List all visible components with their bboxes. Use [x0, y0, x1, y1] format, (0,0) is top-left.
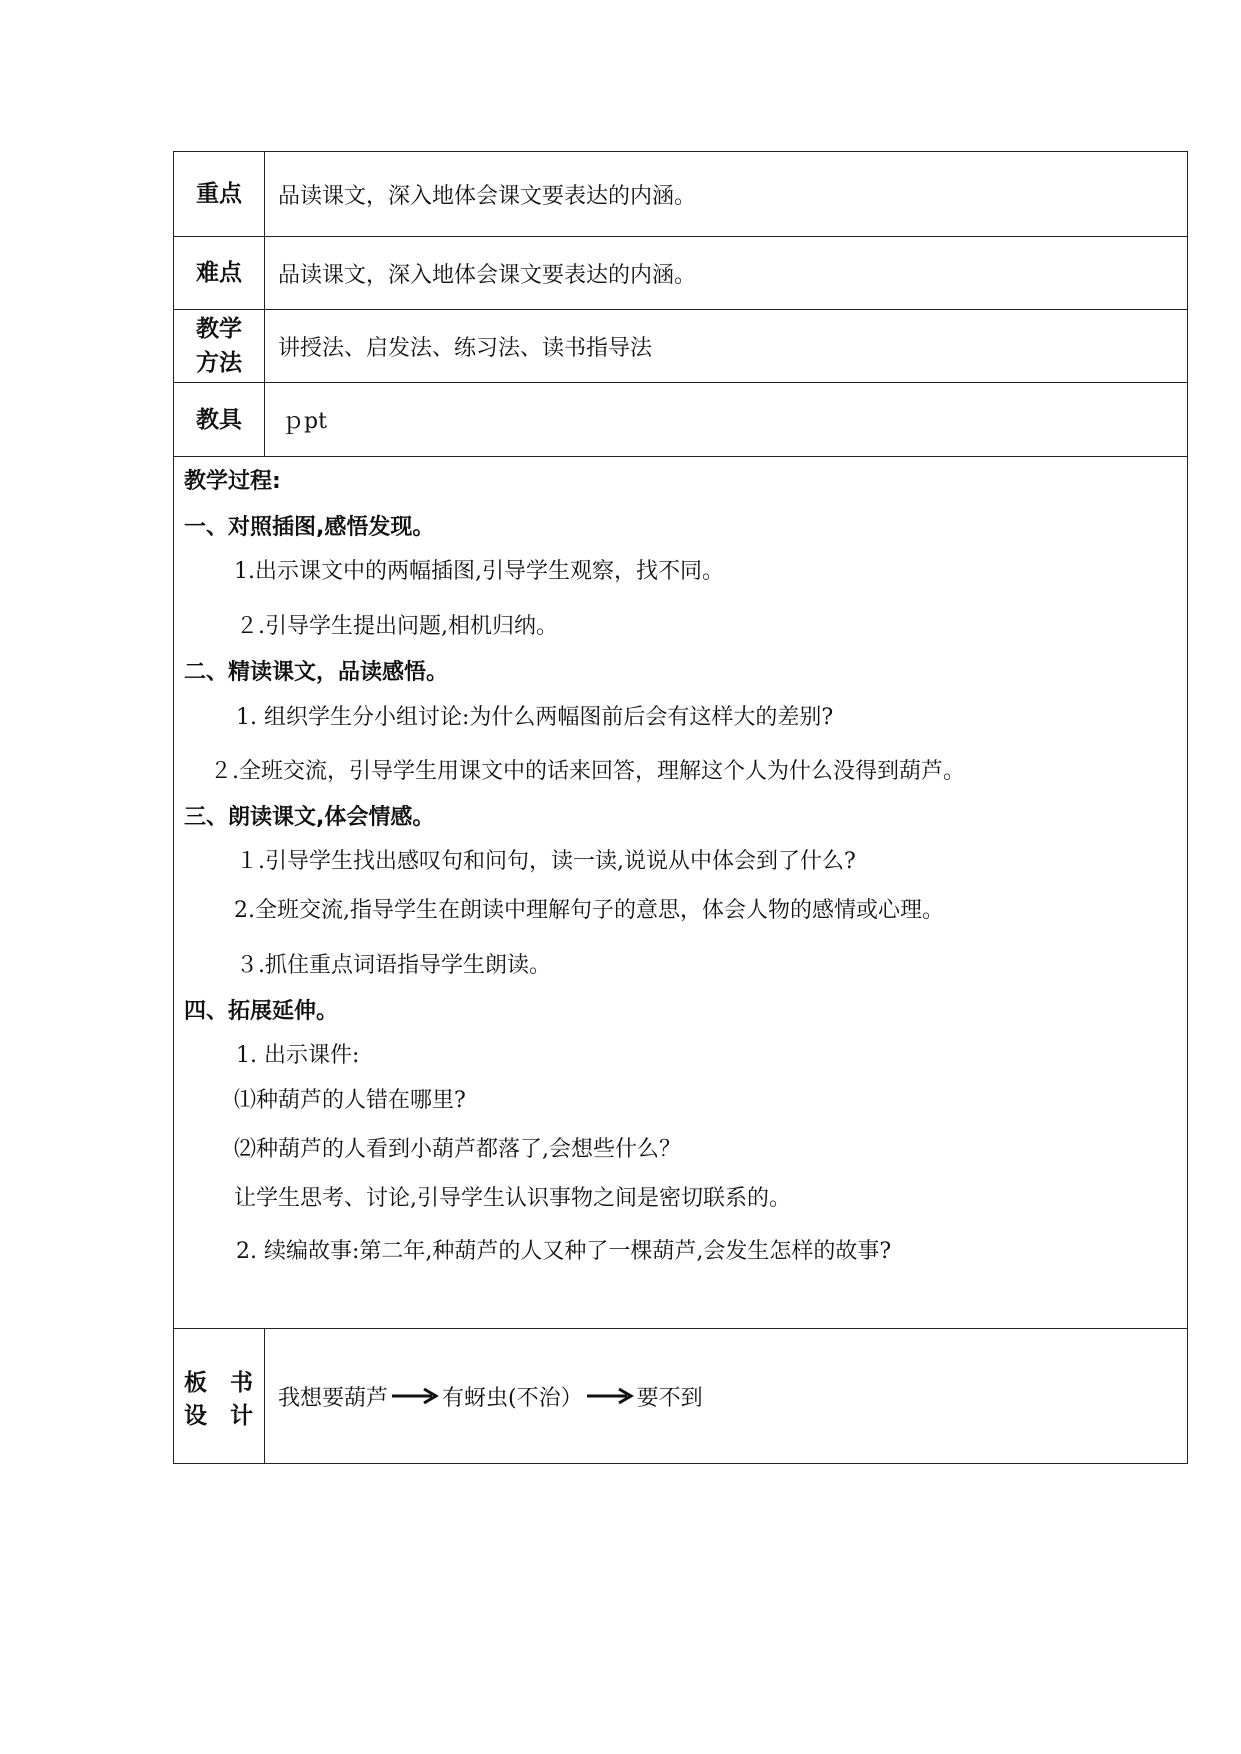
teaching-aids-label: 教具: [174, 383, 265, 456]
flow-step-2: 有蚜虫(不治）: [442, 1385, 583, 1411]
section-1-item-1: 1.出示课文中的两幅插图,引导学生观察，找不同。: [234, 559, 724, 584]
section-4-heading: 四、拓展延伸。: [184, 999, 339, 1024]
right-arrow-icon: [585, 1386, 635, 1406]
row-teaching-aids: [174, 383, 1187, 457]
blackboard-label: 板 书 设 计: [174, 1329, 265, 1463]
section-2-heading: 二、精读课文，品读感悟。: [184, 660, 449, 685]
lesson-plan-table: [173, 151, 1188, 1464]
row-key-point: [174, 152, 1187, 237]
section-2-item-1: 1. 组织学生分小组讨论:为什么两幅图前后会有这样大的差别?: [236, 705, 834, 730]
flow-step-3: 要不到: [636, 1385, 703, 1411]
key-point-value: 品读课文，深入地体会课文要表达的内涵。: [278, 183, 697, 209]
section-2-item-2: ２.全班交流，引导学生用课文中的话来回答，理解这个人为什么没得到葫芦。: [210, 759, 965, 784]
section-4-question-1: ⑴种葫芦的人错在哪里?: [234, 1088, 466, 1113]
section-3-heading: 三、朗读课文,体会情感。: [184, 805, 435, 830]
section-4-item-1: 1. 出示课件:: [236, 1043, 360, 1068]
blackboard-flow: [278, 1329, 703, 1463]
teaching-method-value: 讲授法、启发法、练习法、读书指导法: [278, 335, 653, 361]
difficulty-label: 难点: [174, 237, 265, 309]
section-3-item-1: １.引导学生找出感叹句和问句，读一读,说说从中体会到了什么?: [236, 849, 856, 874]
row-teaching-method: [174, 310, 1187, 383]
section-4-note: 让学生思考、讨论,引导学生认识事物之间是密切联系的。: [234, 1186, 791, 1211]
section-1-heading: 一、对照插图,感悟发现。: [184, 515, 435, 540]
section-3-item-2: 2.全班交流,指导学生在朗读中理解句子的意思，体会人物的感情或心理。: [234, 898, 944, 923]
row-difficulty: [174, 237, 1187, 310]
blackboard-design: [174, 1329, 1187, 1463]
key-point-label: 重点: [174, 152, 265, 236]
teaching-aids-value: ｐpt: [282, 409, 327, 434]
right-arrow-icon: [390, 1386, 440, 1406]
teaching-process: [174, 457, 1187, 1329]
difficulty-value: 品读课文，深入地体会课文要表达的内涵。: [278, 262, 697, 288]
section-3-item-3: ３.抓住重点词语指导学生朗读。: [236, 953, 551, 978]
process-title: 教学过程:: [184, 469, 281, 494]
section-1-item-2: ２.引导学生提出问题,相机归纳。: [236, 614, 558, 639]
section-4-question-2: ⑵种葫芦的人看到小葫芦都落了,会想些什么？: [234, 1137, 681, 1162]
section-4-item-2: 2. 续编故事:第二年,种葫芦的人又种了一棵葫芦,会发生怎样的故事?: [236, 1239, 892, 1264]
teaching-method-label: 教学 方法: [174, 310, 265, 382]
flow-step-1: 我想要葫芦: [278, 1385, 389, 1411]
